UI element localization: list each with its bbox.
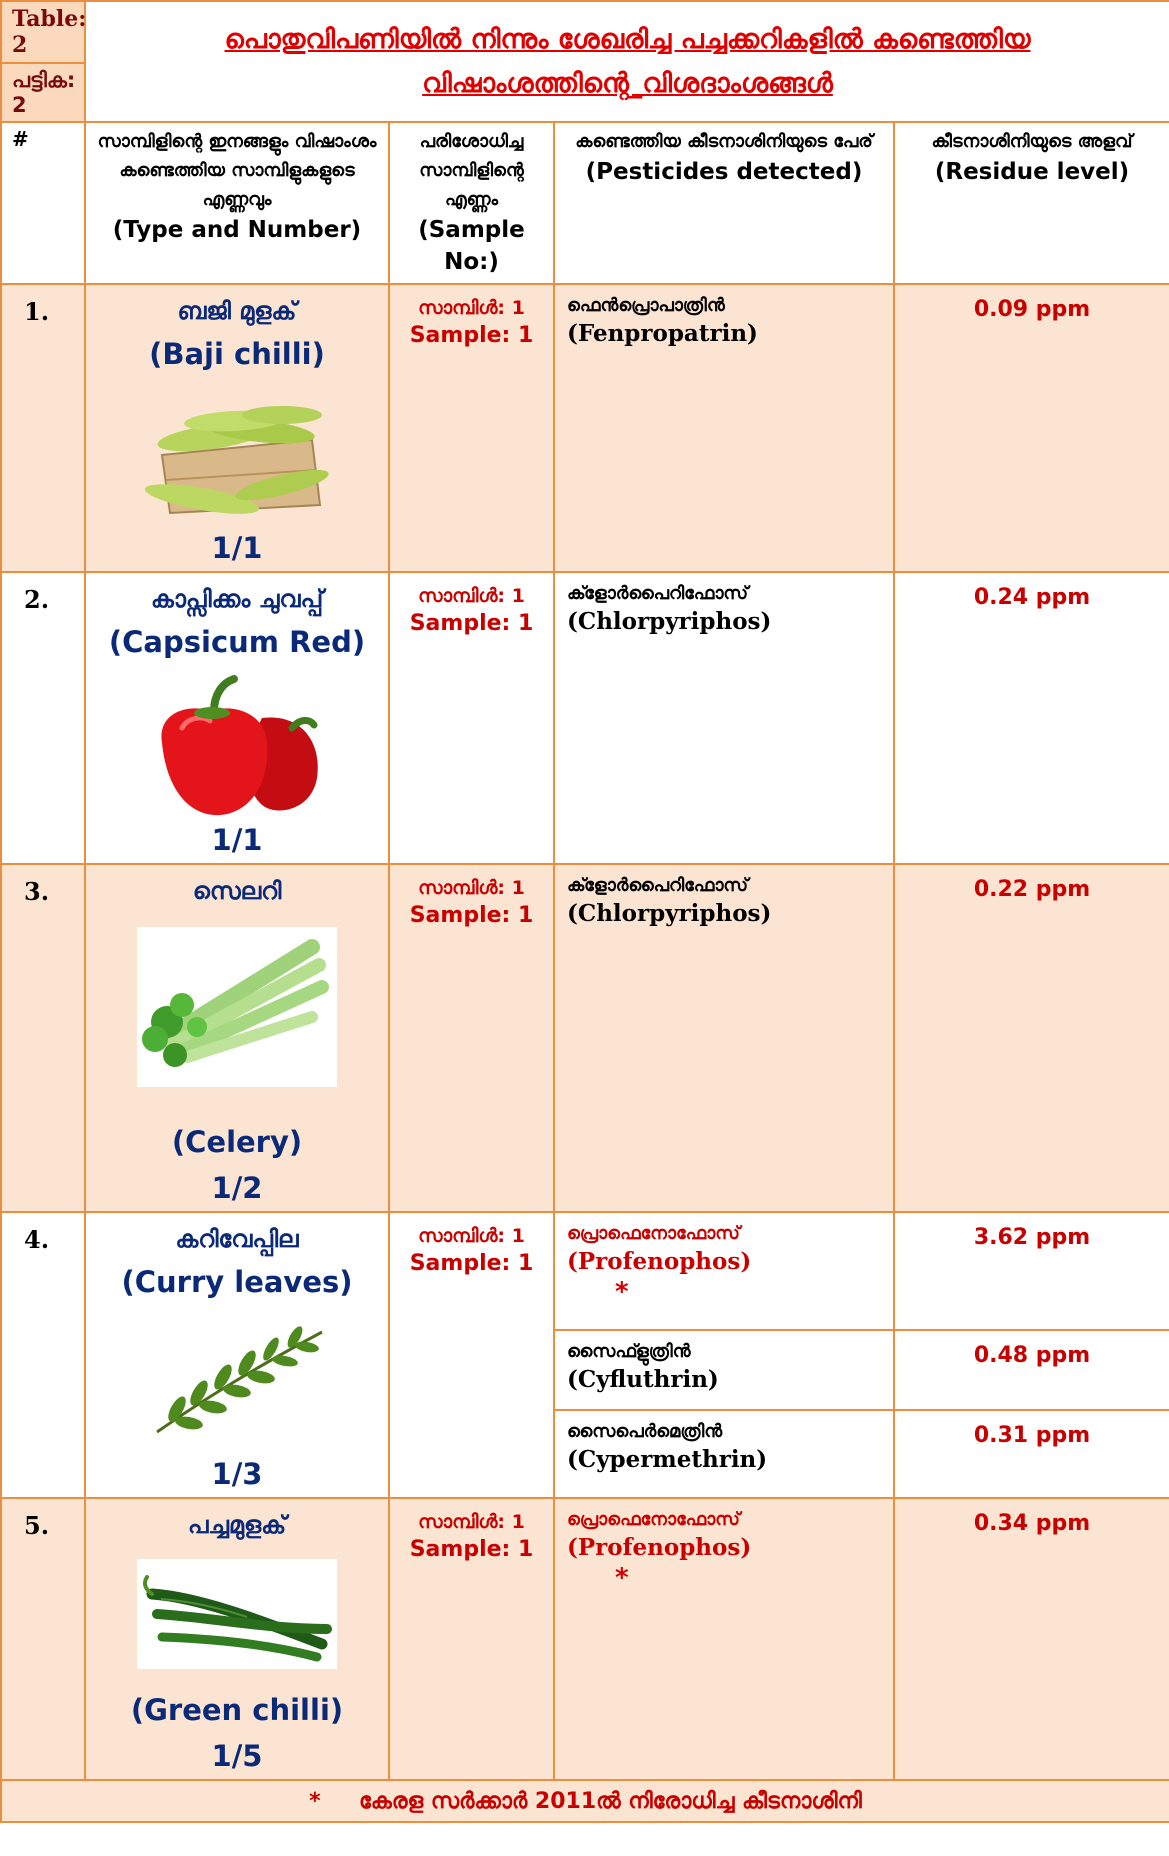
sample-en: Sample: 1 [409,1537,534,1562]
celery-image [137,927,337,1087]
pesticide-cell [554,1212,894,1330]
table-label-ml [1,63,85,122]
pesticide-name-en: (Chlorpyriphos) [567,608,772,635]
col-residue [894,122,1169,284]
ratio-text: 1/3 [211,1457,263,1491]
vegetable-name-ml: സെലറി [192,877,282,905]
ratio-text: 1/1 [211,823,263,857]
vegetable-name-en: (Baji chilli) [149,337,325,371]
vegetable-name-en: (Curry leaves) [121,1265,353,1299]
sample-cell [389,864,554,1212]
vegetable-name-en: (Green chilli) [130,1693,344,1727]
col-type [85,122,389,284]
residue-value: 0.09 ppm [973,297,1091,322]
col-type-ml: സാമ്പിളിന്റെ ഇനങ്ങളും വിഷാംശം കണ്ടെത്തിയ സാമ്പിളുകളുടെ എണ്ണവും [97,131,377,210]
sample-ml: സാമ്പിൾ: 1 [418,297,525,319]
sample-ml: സാമ്പിൾ: 1 [418,1511,525,1533]
row-number: 1. [1,284,85,572]
row-number: 2. [1,572,85,864]
pesticide-name-ml: പ്രൊഫെനോഫോസ് [567,1509,740,1530]
sample-en: Sample: 1 [409,903,534,928]
residue-cell [894,1212,1169,1330]
pesticide-name-en: (Cypermethrin) [567,1446,768,1473]
residue-cell [894,284,1169,572]
ratio-text: 1/1 [211,531,263,565]
pesticide-cell [554,864,894,1212]
col-pest-ml: കണ്ടെത്തിയ കീടനാശിനിയുടെ പേര് [575,131,873,152]
col-hash-text: # [12,127,29,151]
table-row [1,1498,1169,1780]
residue-value: 3.62 ppm [973,1225,1091,1250]
banned-marker: * [615,1277,629,1307]
pesticide-cell [554,572,894,864]
vegetable-name-en: (Celery) [171,1125,303,1159]
table-label-en [1,1,85,63]
residue-cell [894,1330,1169,1410]
vegetable-name-en: (Capsicum Red) [108,625,366,659]
row-number: 5. [1,1498,85,1780]
col-sample-en: (Sample No:) [418,217,525,275]
ratio-text: 1/5 [211,1739,263,1773]
residue-value: 0.48 ppm [973,1343,1091,1368]
sample-en: Sample: 1 [409,611,534,636]
pesticide-name-ml: ഫെൻപ്രൊപാത്രിൻ [567,295,725,316]
residue-cell [894,1498,1169,1780]
vegetable-cell [85,572,389,864]
pesticide-name-en: (Cyfluthrin) [567,1366,719,1393]
sample-cell [389,1212,554,1498]
sample-ml: സാമ്പിൾ: 1 [418,585,525,607]
ratio-text: 1/2 [211,1171,263,1205]
pesticide-cell [554,1410,894,1498]
table-row [1,572,1169,864]
col-res-ml: കീടനാശിനിയുടെ അളവ് [931,131,1133,152]
pesticide-name-ml: സൈപെർമെത്രിൻ [567,1421,723,1442]
residue-value: 0.24 ppm [973,585,1091,610]
sample-en: Sample: 1 [409,323,534,348]
residue-value: 0.22 ppm [973,877,1091,902]
vegetable-cell [85,284,389,572]
footer-row [1,1780,1169,1822]
red-capsicum-image [142,673,332,823]
col-pest-en: (Pesticides detected) [585,159,863,185]
pesticide-cell [554,284,894,572]
column-header-row [1,122,1169,284]
banned-marker: * [615,1563,629,1593]
table-row [1,284,1169,572]
pesticide-name-ml: ക്ളോർപൈറിഫോസ് [567,875,749,896]
col-type-en: (Type and Number) [112,217,362,243]
sample-ml: സാമ്പിൾ: 1 [418,1225,525,1247]
vegetable-cell [85,1498,389,1780]
row-number: 4. [1,1212,85,1498]
pesticide-name-en: (Chlorpyriphos) [567,900,772,927]
table-row [1,1212,1169,1330]
residue-cell [894,864,1169,1212]
row-number: 3. [1,864,85,1212]
pesticide-name-en: (Profenophos) [567,1248,752,1275]
curry-leaves-image [137,1317,337,1447]
pesticide-name-ml: ക്ളോർപൈറിഫോസ് [567,583,749,604]
col-res-en: (Residue level) [934,159,1130,185]
sample-cell [389,1498,554,1780]
pesticide-cell [554,1498,894,1780]
sample-en: Sample: 1 [409,1251,534,1276]
residue-cell [894,1410,1169,1498]
sample-cell [389,284,554,572]
sample-ml: സാമ്പിൾ: 1 [418,877,525,899]
banned-footnote [1,1780,1169,1822]
residue-cell [894,572,1169,864]
residue-value: 0.31 ppm [973,1423,1091,1448]
col-sample [389,122,554,284]
green-chilli-image [137,1559,337,1669]
vegetable-cell [85,864,389,1212]
pesticide-name-en: (Fenpropatrin) [567,320,758,347]
vegetable-name-ml: കറിവേപ്പില [175,1225,299,1253]
sample-cell [389,572,554,864]
vegetable-name-ml: ബജി മുളക് [177,297,297,325]
baji-chilli-image [142,385,332,515]
vegetable-cell [85,1212,389,1498]
table-label-en-text: Table: 2 [12,6,87,58]
footnote-text: * കേരള സർക്കാർ 2011ൽ നിരോധിച്ച കീടനാശിനി [309,1788,862,1814]
table-label-ml-text: പട്ടിക: 2 [12,68,76,117]
residue-value: 0.34 ppm [973,1511,1091,1536]
title-line-1: പൊതുവിപണിയിൽ നിന്നും ശേഖരിച്ച പച്ചക്കറികളിൽ കണ്ടെത്തിയ [224,23,1031,55]
col-sample-ml: പരിശോധിച്ച സാമ്പിളിന്റെ എണ്ണം [419,131,524,210]
title-line-2: വിഷാംശത്തിന്റെ_വിശദാംശങ്ങൾ [422,67,833,99]
vegetable-name-ml: പച്ചമുളക് [187,1511,287,1539]
table-title [85,1,1169,122]
pesticide-cell [554,1330,894,1410]
pesticide-name-ml: സൈഫ്ളുത്രിൻ [567,1341,691,1362]
col-pesticide [554,122,894,284]
pesticide-name-ml: പ്രൊഫെനോഫോസ് [567,1223,740,1244]
col-hash [1,122,85,284]
table-row [1,864,1169,1212]
pesticide-name-en: (Profenophos) [567,1534,752,1561]
vegetable-name-ml: കാപ്സിക്കം ചുവപ്പ് [150,585,324,613]
